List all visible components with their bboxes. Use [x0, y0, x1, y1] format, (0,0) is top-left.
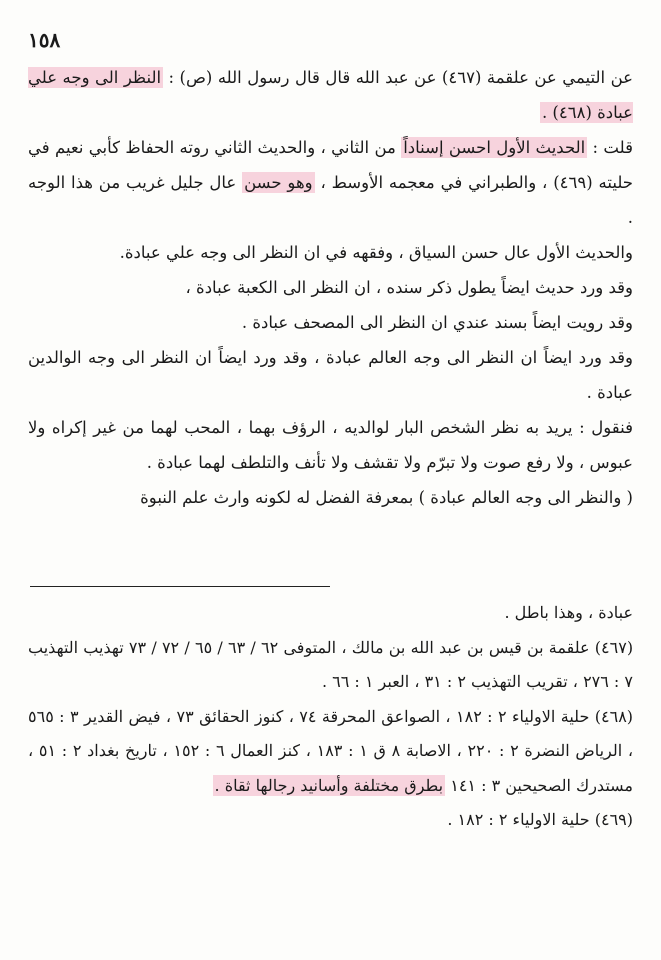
footnote — [28, 803, 633, 838]
text-segment: قلت : — [587, 138, 633, 157]
text-segment: عبادة ، وهذا باطل . — [504, 603, 633, 622]
body-paragraph — [28, 410, 633, 480]
text-segment: (٤٦٧) علقمة بن قيس بن عبد الله بن مالك ، المتوفى ٦٢ / ٦٣ / ٦٥ / ٧٢ / ٧٣ تهذيب التهذيب ٧ : ٢٧٦ ، تقريب التهذيب ٢ : ٣١ ، العبر ١ : ٦٦ . — [28, 637, 634, 691]
text-segment: (٤٦٨) حلية الاولياء ٢ : ١٨٢ ، الصواعق المحرقة ٧٤ ، كنوز الحقائق ٧٣ ، فيض القدير ٣ : ٥٦٥ ، الرياض النضرة ٢ : ٢٢٠ ، الاصابة ٨ ق ١ : ١٨٣ ، كنز العمال ٦ : ١٥٢ ، تاريخ بغداد ٢ : ٥١ ، مستدرك الصحيحين ٣ : ١٤١ — [28, 706, 634, 795]
footnotes — [28, 596, 633, 838]
body-paragraph — [28, 235, 633, 270]
body-paragraph — [28, 130, 633, 235]
text-segment: والحديث الأول عال حسن السياق ، وفقهه في ان النظر الى وجه علي عبادة. — [119, 243, 633, 262]
body-paragraph — [28, 60, 633, 130]
body-paragraph — [28, 270, 633, 305]
body-paragraph — [28, 480, 633, 515]
text-segment: وقد رويت ايضاً بسند عندي ان النظر الى المصحف عبادة . — [241, 313, 633, 332]
text-segment: وقد ورد حديث ايضاً يطول ذكر سنده ، ان النظر الى الكعبة عبادة ، — [185, 278, 633, 297]
page-number: ١٥٨ — [28, 28, 61, 52]
highlighted-text: النظر الى وجه علي عبادة (٤٦٨) . — [28, 68, 633, 122]
text-segment: عال جليل غريب من هذا الوجه . — [28, 173, 633, 227]
text-segment: عن التيمي عن علقمة (٤٦٧) عن عبد الله قال قال رسول الله (ص) : — [163, 68, 633, 87]
footnote — [28, 631, 633, 700]
text-segment: فنقول : يريد به نظر الشخص البار لوالديه ، الرؤف بهما ، المحب لهما من غير إكراه ولا عبوس ، ولا رفع صوت ولا تبرّم ولا تقشف ولا تأنف والتلطف لهما عبادة . — [28, 418, 633, 472]
highlighted-text: بطرق مختلفة وأسانيد رجالها ثقاة . — [214, 775, 444, 795]
highlighted-text: الحديث الأول احسن إسناداً — [403, 138, 586, 157]
text-segment: (٤٦٩) حلية الاولياء ٢ : ١٨٢ . — [447, 810, 633, 829]
text-segment: ( والنظر الى وجه العالم عبادة ) بمعرفة الفضل له لكونه وارث علم النبوة — [140, 488, 633, 507]
highlighted-text: وهو حسن — [244, 173, 313, 192]
text-segment: من الثاني ، والحديث الثاني روته الحفاظ كأبي نعيم في حليته (٤٦٩) ، والطبراني في معجمه الأوسط ، — [28, 138, 633, 192]
main-text — [28, 60, 633, 515]
body-paragraph — [28, 340, 633, 410]
footnote-separator — [30, 586, 330, 587]
footnote — [28, 700, 633, 804]
footnote — [28, 596, 633, 631]
body-paragraph — [28, 305, 633, 340]
text-segment: وقد ورد ايضاً ان النظر الى وجه العالم عبادة ، وقد ورد ايضاً ان النظر الى وجه الوالدين عبادة . — [28, 348, 633, 402]
